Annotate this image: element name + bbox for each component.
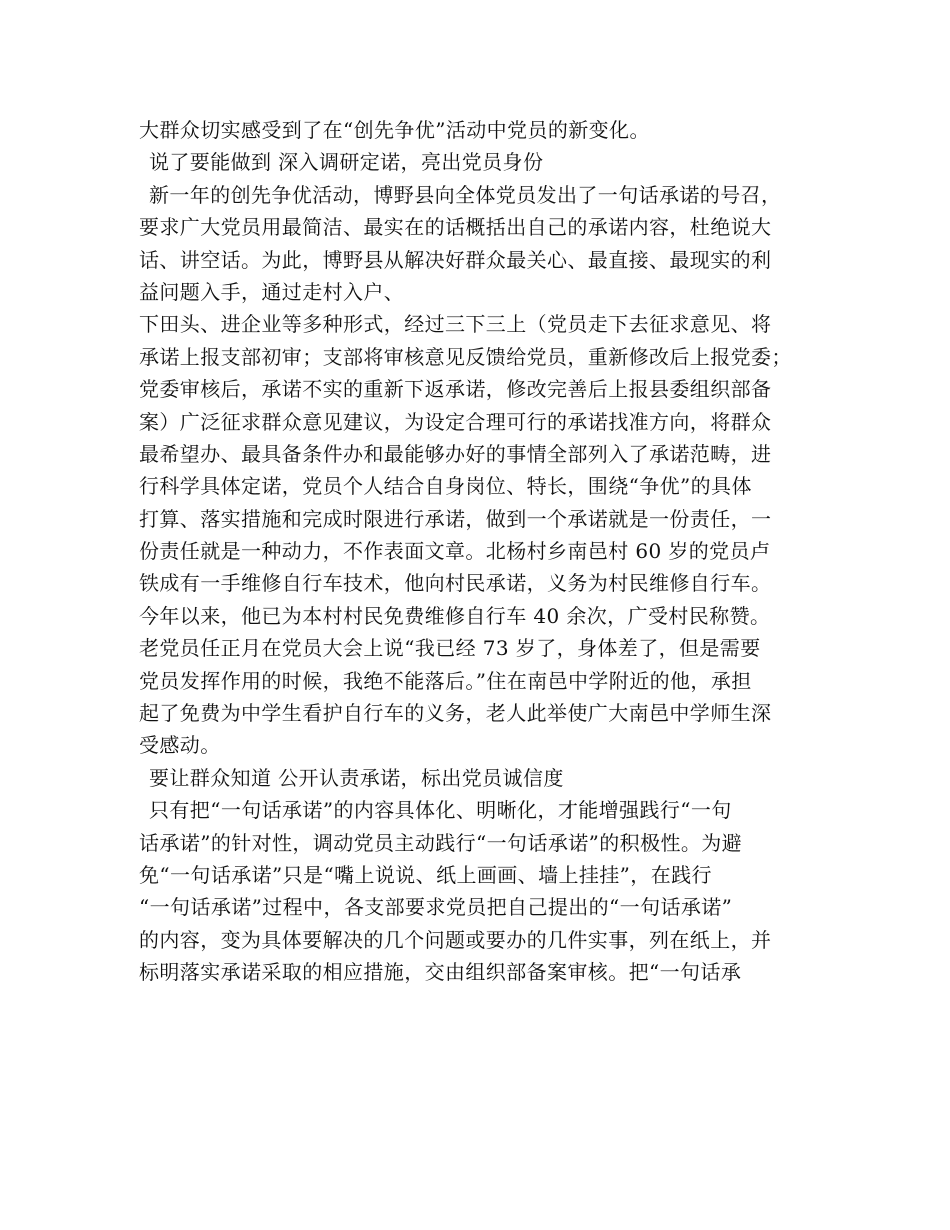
paragraph-line: 份责任就是一种动力，不作表面文章。北杨村乡南邑村 60 岁的党员卢 [139,539,771,564]
paragraph-line: 只有把“一句话承诺”的内容具体化、明晰化，才能增强践行“一句 [149,798,732,823]
paragraph-line: 标明落实承诺采取的相应措施，交由组织部备案审核。把“一句话承 [139,960,742,985]
paragraph-line: 起了免费为中学生看护自行车的义务，老人此举使广大南邑中学师生深 [139,701,772,726]
paragraph-line: 承诺上报支部初审；支部将审核意见反馈给党员，重新修改后上报党委； [139,344,792,369]
paragraph-line: 案）广泛征求群众意见建议，为设定合理可行的承诺找准方向，将群众 [139,409,772,434]
paragraph-line: 党员发挥作用的时候，我绝不能落后。”住在南邑中学附近的他，承担 [139,668,752,693]
paragraph-line: 益问题入手，通过走村入户、 [139,279,405,304]
paragraph-line: 新一年的创先争优活动，博野县向全体党员发出了一句话承诺的号召， [149,182,782,207]
paragraph-line: “一句话承诺”过程中，各支部要求党员把自己提出的“一句话承诺” [139,895,733,920]
paragraph-line: 打算、落实措施和完成时限进行承诺，做到一个承诺就是一份责任，一 [139,506,772,531]
paragraph-line: 老党员任正月在党员大会上说“我已经 73 岁了，身体差了，但是需要 [139,636,761,661]
paragraph-line: 话、讲空话。为此，博野县从解决好群众最关心、最直接、最现实的利 [139,247,772,272]
paragraph-line: 铁成有一手维修自行车技术，他向村民承诺，义务为村民维修自行车。 [139,571,772,596]
paragraph-line: 免“一句话承诺”只是“嘴上说说、纸上画画、墙上挂挂”，在践行 [139,862,712,887]
paragraph-line: 要求广大党员用最简洁、最实在的话概括出自己的承诺内容，杜绝说大 [139,215,772,240]
paragraph-line: 今年以来，他已为本村村民免费维修自行车 40 余次，广受村民称赞。 [139,603,771,628]
article-body [139,114,829,989]
paragraph-line: 下田头、进企业等多种形式，经过三下三上（党员走下去征求意见、将 [139,312,772,337]
section-heading: 要让群众知道 公开认责承诺，标出党员诚信度 [149,765,564,790]
paragraph-line: 党委审核后，承诺不实的重新下返承诺，修改完善后上报县委组织部备 [139,377,772,402]
paragraph-line: 话承诺”的针对性，调动党员主动践行“一句话承诺”的积极性。为避 [139,830,743,855]
paragraph-line: 受感动。 [139,733,221,758]
paragraph-line: 大群众切实感受到了在“创先争优”活动中党员的新变化。 [139,118,650,142]
paragraph-line: 行科学具体定诺，党员个人结合自身岗位、特长，围绕“争优”的具体 [139,474,752,499]
paragraph-line: 的内容，变为具体要解决的几个问题或要办的几件实事，列在纸上，并 [139,927,772,952]
section-heading: 说了要能做到 深入调研定诺，亮出党员身份 [149,150,544,175]
paragraph-line: 最希望办、最具备条件办和最能够办好的事情全部列入了承诺范畴，进 [139,441,772,466]
